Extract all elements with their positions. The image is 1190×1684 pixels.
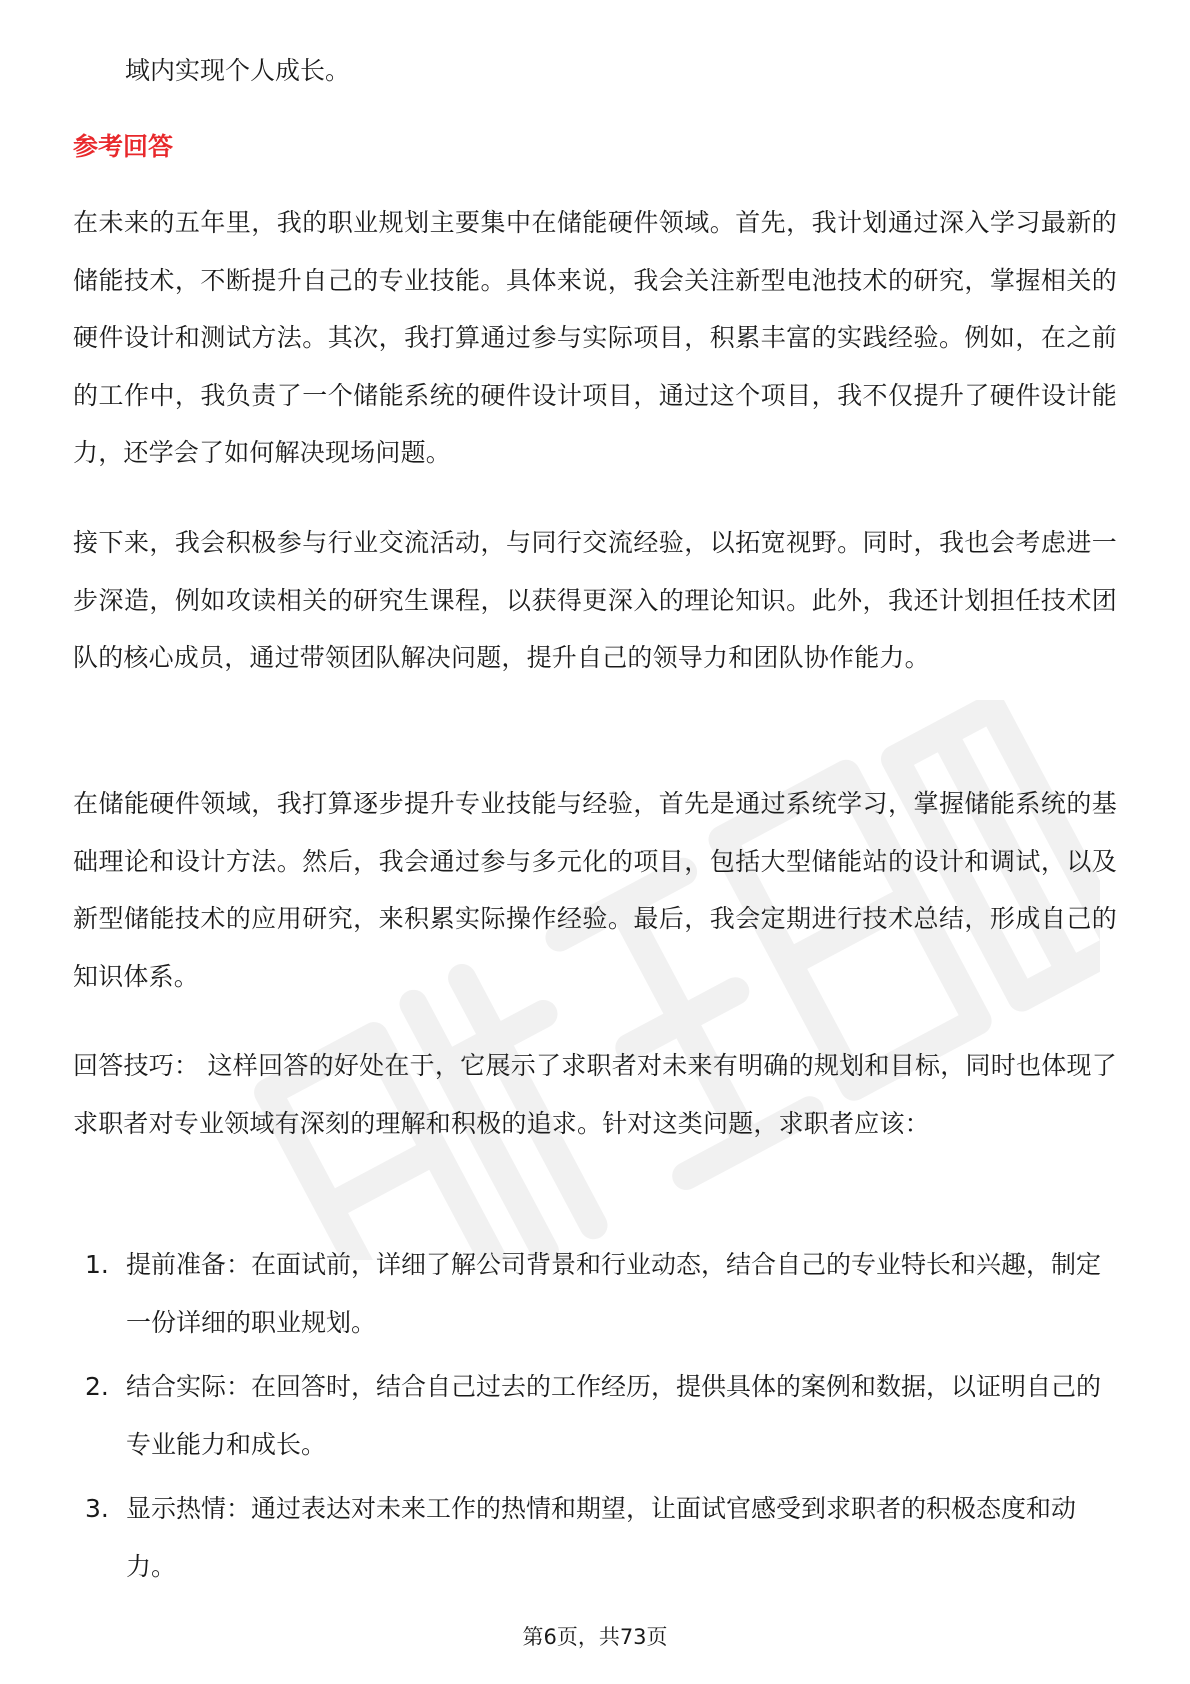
tips-list [73,1236,1117,1602]
list-item [73,1236,1117,1351]
list-item-text: 提前准备：在面试前，详细了解公司背景和行业动态，结合自己的专业特长和兴趣，制定一份详细的职业规划。 [126,1250,1102,1337]
answer-paragraph-2: 接下来，我会积极参与行业交流活动，与同行交流经验，以拓宽视野。同时，我也会考虑进一步深造，例如攻读相关的研究生课程，以获得更深入的理论知识。此外，我还计划担任技术团队的核心成员，通过带领团队解决问题，提升自己的领导力和团队协作能力。 [73,528,1117,672]
page-footer: 第6页，共73页 [522,1625,668,1649]
list-item [73,1480,1117,1595]
list-item-number: 1. [85,1250,109,1279]
continuation-line: 域内实现个人成长。 [125,56,351,85]
list-item-text: 结合实际：在回答时，结合自己过去的工作经历，提供具体的案例和数据，以证明自己的专业能力和成长。 [126,1372,1102,1459]
answer-paragraph-1: 在未来的五年里，我的职业规划主要集中在储能硬件领域。首先，我计划通过深入学习最新的储能技术，不断提升自己的专业技能。具体来说，我会关注新型电池技术的研究，掌握相关的硬件设计和测试方法。其次，我打算通过参与实际项目，积累丰富的实践经验。例如，在之前的工作中，我负责了一个储能系统的硬件设计项目，通过这个项目，我不仅提升了硬件设计能力，还学会了如何解决现场问题。 [73,208,1117,467]
answer-tips-intro: 回答技巧： 这样回答的好处在于，它展示了求职者对未来有明确的规划和目标，同时也体现了求职者对专业领域有深刻的理解和积极的追求。针对这类问题，求职者应该： [73,1051,1117,1138]
list-item [73,1358,1117,1473]
answer-paragraph-3: 在储能硬件领域，我打算逐步提升专业技能与经验，首先是通过系统学习，掌握储能系统的基础理论和设计方法。然后，我会通过参与多元化的项目，包括大型储能站的设计和调试，以及新型储能技术的应用研究，来积累实际操作经验。最后，我会定期进行技术总结，形成自己的知识体系。 [73,789,1117,991]
section-heading: 参考回答 [73,132,174,161]
list-item-number: 3. [85,1494,109,1523]
list-item-text: 显示热情：通过表达对未来工作的热情和期望，让面试官感受到求职者的积极态度和动力。 [126,1494,1077,1581]
list-item-number: 2. [85,1372,109,1401]
